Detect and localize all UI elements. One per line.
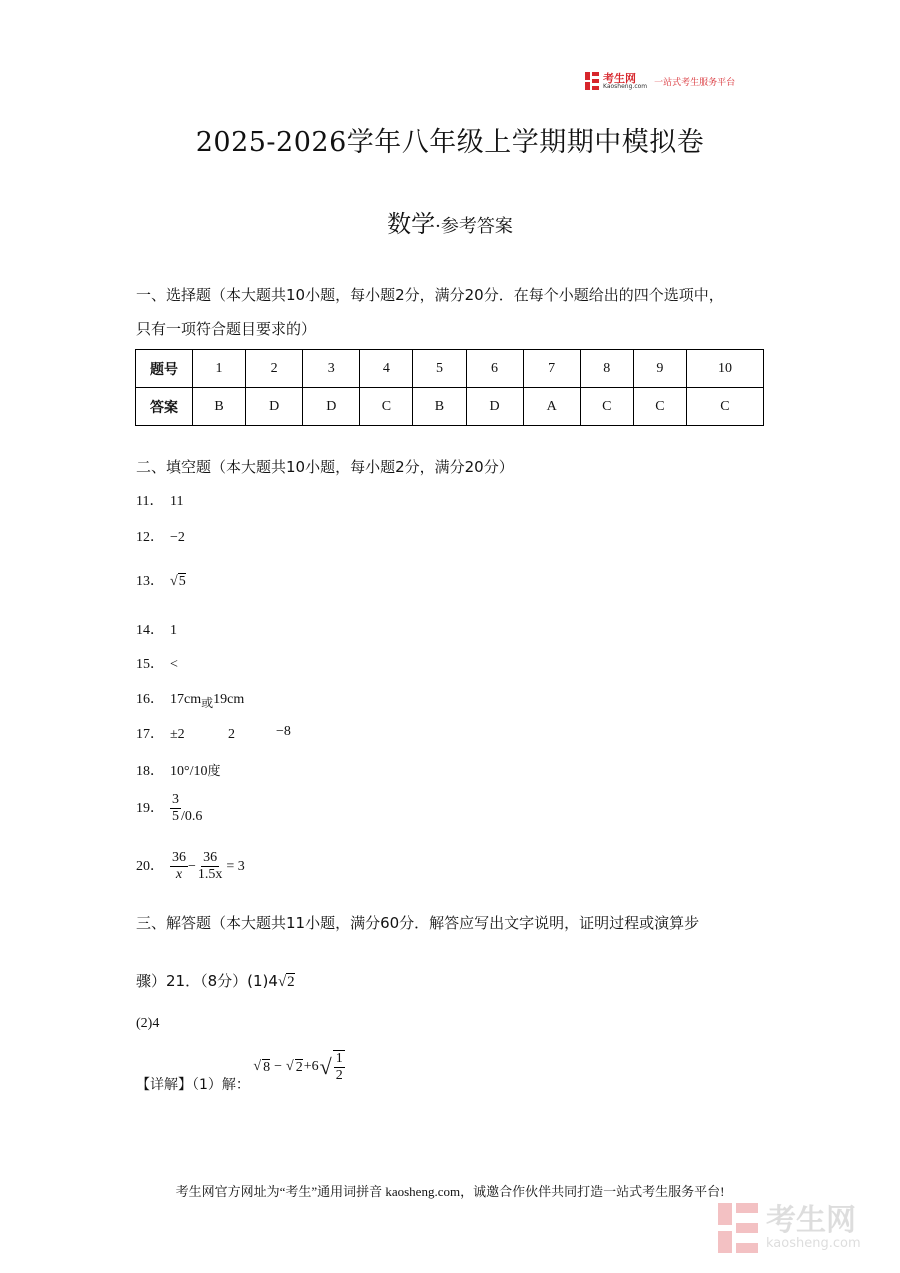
- fill-q18: [136, 760, 221, 780]
- table-cell: 8: [580, 350, 633, 388]
- q19-fraction: [170, 792, 181, 825]
- q20-number: 20．: [136, 858, 164, 874]
- q17-answer-c: −8: [276, 724, 291, 739]
- q19-numerator: 3: [170, 792, 181, 809]
- table-cell: 2: [246, 350, 303, 388]
- table-cell: 5: [413, 350, 466, 388]
- table-header-number: 题号: [136, 350, 193, 388]
- table-row-answers: [136, 388, 764, 426]
- q15-answer: <: [170, 657, 178, 672]
- table-cell: 3: [303, 350, 360, 388]
- q11-answer: 11: [170, 494, 184, 509]
- subtitle-rest: 参考答案: [440, 216, 513, 237]
- q16-answer-a: 17cm: [170, 692, 202, 707]
- fill-q11: [136, 490, 183, 510]
- radical-sign: √: [170, 574, 178, 589]
- fill-q15: [136, 653, 178, 673]
- fill-q14: [136, 619, 177, 639]
- table-cell: C: [686, 388, 763, 426]
- fill-q16: [136, 688, 244, 708]
- table-cell: C: [580, 388, 633, 426]
- q18-answer: 10°/10: [170, 764, 208, 779]
- kaosheng-logo-icon: [585, 72, 599, 90]
- q18-unit: 度: [207, 764, 221, 779]
- q17-answer-b: 2: [228, 727, 235, 742]
- q20-numerator-2: 36: [201, 850, 219, 867]
- q21-part2: (2)4: [136, 1016, 160, 1031]
- table-row-numbers: [136, 350, 764, 388]
- q16-number: 16．: [136, 692, 164, 707]
- table-cell: D: [466, 388, 523, 426]
- page-footer: 考生网官方网址为“考生”通用词拼音 kaosheng.com，诚邀合作伙伴共同打造一站式考生服务平台!: [175, 1184, 725, 1199]
- detail-plus: +6: [303, 1059, 319, 1075]
- section1-heading-line2: 只有一项符合题目要求的）: [136, 320, 317, 338]
- section3-line2-prefix: 骤）21．（8分）(1)4: [136, 972, 278, 990]
- fill-q12: [136, 526, 185, 546]
- logo-name: 考生网: [603, 71, 636, 85]
- q21-radicand: 2: [287, 974, 295, 990]
- q19-alt: /0.6: [181, 808, 203, 824]
- q14-number: 14．: [136, 623, 164, 638]
- q12-number: 12．: [136, 530, 164, 545]
- page-subtitle: [0, 204, 900, 239]
- watermark-domain: kaosheng.com: [766, 1235, 861, 1251]
- section3-heading-line1: 三、解答题（本大题共11小题，满分60分．解答应写出文字说明，证明过程或演算步: [136, 914, 700, 932]
- q17-number: 17．: [136, 727, 164, 742]
- q13-radicand: 5: [178, 574, 186, 589]
- section1-heading-line1: 一、选择题（本大题共10小题，每小题2分，满分20分．在每个小题给出的四个选项中，: [136, 286, 724, 304]
- q20-minus: −: [188, 858, 196, 874]
- q16-or: 或: [201, 696, 214, 710]
- logo-slogan: 一站式考生服务平台: [654, 77, 736, 88]
- q19-number: 19．: [136, 800, 164, 816]
- subtitle-main: 数学: [387, 210, 436, 238]
- q20-fraction-1: [170, 850, 188, 883]
- table-cell: 6: [466, 350, 523, 388]
- table-cell: C: [633, 388, 686, 426]
- table-cell: A: [523, 388, 580, 426]
- q15-number: 15．: [136, 657, 164, 672]
- detail-radicand-b: 2: [295, 1059, 303, 1075]
- header-logo: [585, 72, 735, 90]
- q11-number: 11．: [136, 494, 164, 509]
- table-cell: 4: [360, 350, 413, 388]
- logo-domain: Kaosheng.com: [603, 82, 648, 90]
- fill-q19: [136, 792, 202, 825]
- table-cell: C: [360, 388, 413, 426]
- section3-heading-line2: 骤）21．（8分）(1)4√2: [136, 972, 295, 990]
- kaosheng-watermark-icon: [718, 1203, 758, 1253]
- table-cell: 7: [523, 350, 580, 388]
- table-header-answer: 答案: [136, 388, 193, 426]
- table-cell: B: [193, 388, 246, 426]
- q20-equals: = 3: [226, 858, 245, 874]
- q20-denominator-2: 1.5x: [197, 867, 223, 883]
- watermark-name: 考生网: [766, 1202, 856, 1238]
- fill-q20: [136, 850, 245, 883]
- table-cell: D: [246, 388, 303, 426]
- q20-denominator-1: x: [175, 867, 183, 883]
- detail-denominator: 2: [335, 1068, 343, 1084]
- q20-fraction-2: [196, 850, 225, 883]
- q12-answer: −2: [170, 530, 185, 545]
- table-cell: B: [413, 388, 466, 426]
- watermark: [718, 1203, 861, 1253]
- detail-minus: −: [274, 1059, 283, 1075]
- detail-numerator: 1: [334, 1051, 345, 1068]
- detail-line: 【详解】（1）解： √ 8 − √ 2 +6 √ $\frac{1}{2}$: [136, 1051, 343, 1093]
- detail-fraction: [333, 1050, 345, 1084]
- table-cell: 1: [193, 350, 246, 388]
- detail-label: 【详解】（1）解：: [136, 1077, 250, 1093]
- q16-answer-b: 19cm: [213, 692, 245, 707]
- answer-table: [135, 349, 764, 426]
- q17-answer-a: ±2: [170, 727, 185, 742]
- q13-number: 13．: [136, 574, 164, 589]
- q18-number: 18．: [136, 764, 164, 779]
- detail-radicand-a: 8: [263, 1059, 271, 1075]
- table-cell: 9: [633, 350, 686, 388]
- q19-denominator: 5: [172, 809, 179, 825]
- page-title: 2025-2026学年八年级上学期期中模拟卷: [195, 127, 705, 158]
- section2-heading: 二、填空题（本大题共10小题，每小题2分，满分20分）: [136, 458, 514, 476]
- table-cell: D: [303, 388, 360, 426]
- fill-q17: [136, 723, 291, 743]
- table-cell: 10: [686, 350, 763, 388]
- subtitle-sep: ·: [435, 216, 441, 237]
- fill-q13: [136, 570, 186, 590]
- q20-numerator-1: 36: [170, 850, 188, 867]
- q14-answer: 1: [170, 623, 177, 638]
